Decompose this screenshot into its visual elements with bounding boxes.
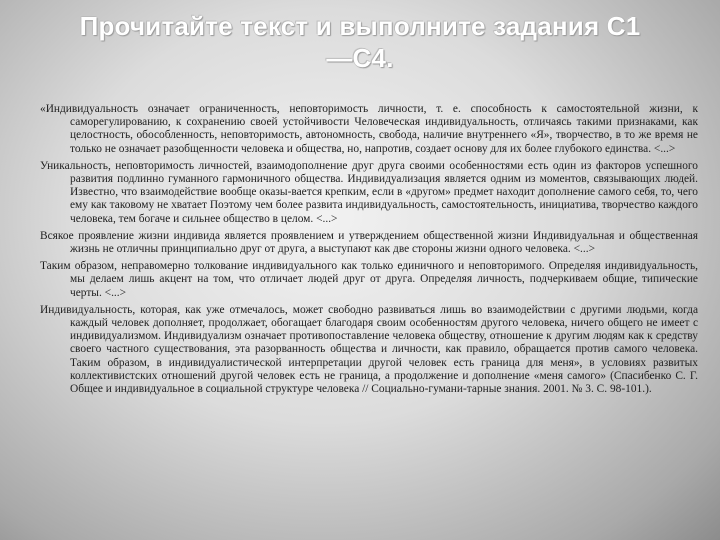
- page-title: [40, 10, 680, 74]
- page-title-line-1: Прочитайте текст и выполните задания С1: [79, 11, 641, 41]
- paragraph-5: Индивидуальность, которая, как уже отмечалось, может свободно развиваться лишь во взаимодействии с другими людьми, когда каждый человек дополняет, продолжает, обогащает благодаря своим особенностям другого человека, ничего общего не имеет с индивидуализмом. Индивидуализм означает противопоставление человека обществу, отношение к другим людям как к средству своего частного существования, эта разорванность общества и личности, как правило, обращается против самого человека. Таким образом, в индивидуалистической интерпретации другой человек есть граница для меня», в условиях развитых коллективистских отношений другой человек есть не граница, а продолжение и дополнение «меня самого» (Спасибенко С. Г. Общее и индивидуальное в социальной структуре человека // Социально-гумани-тарные знания. 2001. № 3. С. 98-101.).: [40, 303, 698, 396]
- paragraph-2: Уникальность, неповторимость личностей, взаимодополнение друг друга своими особенностями есть один из факторов успешного развития подлинно гуманного гармоничного общества. Индивидуализация является одним из моментов, связывающих людей. Известно, что взаимодействие вообще оказы-вается крепким, если в «другом» предмет находит дополнение самого себя, то, чего ему как таковому не хватает Поэтому чем более развита индивидуальность, самостоятельность, инициатива, творчество каждого человека, тем богаче и сильнее общество в целом. <...>: [40, 159, 698, 225]
- text-body: [40, 103, 698, 400]
- paragraph-1: «Индивидуальность означает ограниченность, неповторимость личности, т. е. способность к самостоятельной жизни, к саморегулированию, к сохранению своей устойчивости Человеческая индивидуальность, отличаясь такими признаками, как целостность, обособленность, неповторимость, автономность, свобода, наличие внутреннего «Я», творчество, в то же время не только не означает разобщенности человека и общества, но, напротив, создает основу для их более глубокого единства. <...>: [40, 103, 698, 155]
- paragraph-4: Таким образом, неправомерно толкование индивидуального как только единичного и неповторимого. Определяя индивидуальность, мы делаем лишь акцент на том, что отличает людей друг от друга. Определяя личность, подчеркиваем общие, типические черты. <...>: [40, 260, 698, 299]
- page-title-line-2: —С4.: [326, 43, 394, 73]
- paragraph-3: Всякое проявление жизни индивида является проявлением и утверждением общественной жизни Индивидуальная и общественная жизнь не отличны принципиально друг от друга, а выступают как две стороны жизни одного человека. <...>: [40, 229, 698, 256]
